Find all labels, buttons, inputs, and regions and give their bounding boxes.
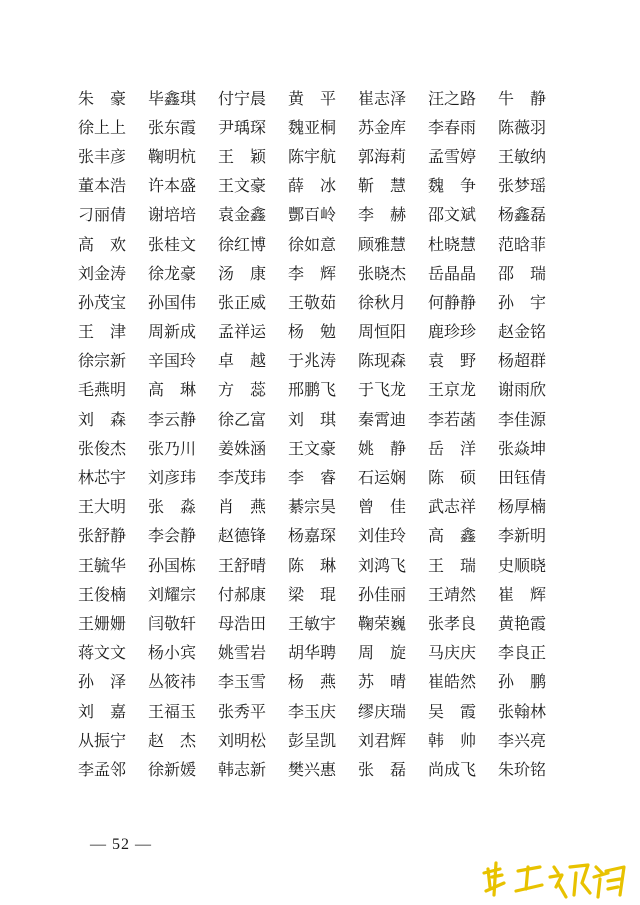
name-entry: 苏 晴	[358, 672, 407, 692]
name-entry: 于飞龙	[358, 380, 407, 400]
name-entry: 杨超群	[498, 351, 547, 371]
name-entry: 韩 帅	[428, 730, 477, 750]
name-entry: 王敬茹	[288, 292, 337, 312]
name-entry: 刘耀宗	[148, 584, 197, 604]
name-entry: 孙佳丽	[358, 584, 407, 604]
name-entry: 高 琳	[148, 380, 197, 400]
name-entry: 毕鑫琪	[148, 88, 197, 108]
name-entry: 方 蕊	[218, 380, 267, 400]
name-entry: 陈 硕	[428, 468, 477, 488]
name-entry: 樊兴惠	[288, 759, 337, 779]
name-entry: 田钰倩	[498, 468, 547, 488]
name-entry: 徐上上	[78, 117, 127, 137]
name-entry: 于兆涛	[288, 351, 337, 371]
name-entry: 王 津	[78, 322, 127, 342]
name-entry: 孙茂宝	[78, 292, 127, 312]
name-entry: 王福玉	[148, 701, 197, 721]
name-entry: 武志祥	[428, 497, 477, 517]
name-entry: 杨嘉琛	[288, 526, 337, 546]
name-entry: 石运娴	[358, 468, 407, 488]
name-entry: 陈 琳	[288, 555, 337, 575]
name-entry: 王文豪	[218, 176, 267, 196]
name-entry: 刘明松	[218, 730, 267, 750]
name-entry: 苏金库	[358, 117, 407, 137]
name-entry: 薛 冰	[288, 176, 337, 196]
name-entry: 张焱坤	[498, 438, 547, 458]
name-entry: 朱 豪	[78, 88, 127, 108]
name-entry: 刘彦玮	[148, 468, 197, 488]
name-entry: 汤 康	[218, 263, 267, 283]
name-entry: 吴 霞	[428, 701, 477, 721]
name-entry: 张 磊	[358, 759, 407, 779]
name-entry: 刘鸿飞	[358, 555, 407, 575]
name-entry: 张晓杰	[358, 263, 407, 283]
name-entry: 张梦瑶	[498, 176, 547, 196]
name-entry: 杨厚楠	[498, 497, 547, 517]
name-entry: 杨小宾	[148, 643, 197, 663]
name-entry: 孟祥运	[218, 322, 267, 342]
name-entry: 邵文斌	[428, 205, 477, 225]
name-entry: 岳晶晶	[428, 263, 477, 283]
name-entry: 张孝良	[428, 613, 477, 633]
name-entry: 李会静	[148, 526, 197, 546]
name-entry: 徐宗新	[78, 351, 127, 371]
name-entry: 王舒晴	[218, 555, 267, 575]
name-entry: 张舒静	[78, 526, 127, 546]
name-entry: 张翰林	[498, 701, 547, 721]
name-entry: 孙 鹏	[498, 672, 547, 692]
name-entry: 王京龙	[428, 380, 477, 400]
name-entry: 李玉雪	[218, 672, 267, 692]
name-entry: 王靖然	[428, 584, 477, 604]
name-entry: 李佳源	[498, 409, 547, 429]
name-entry: 王敏纳	[498, 146, 547, 166]
name-entry: 徐如意	[288, 234, 337, 254]
name-entry: 汪之路	[428, 88, 477, 108]
name-entry: 孟雪婷	[428, 146, 477, 166]
name-entry: 刘 琪	[288, 409, 337, 429]
name-entry: 鞠荣巍	[358, 613, 407, 633]
name-entry: 董本浩	[78, 176, 127, 196]
page-number: — 52 —	[90, 836, 152, 853]
name-entry: 赵 杰	[148, 730, 197, 750]
name-entry: 梁 琨	[288, 584, 337, 604]
name-entry: 孙国栋	[148, 555, 197, 575]
name-entry: 秦霄迪	[358, 409, 407, 429]
name-entry: 尹瑀琛	[218, 117, 267, 137]
name-entry: 母浩田	[218, 613, 267, 633]
name-entry: 张东霞	[148, 117, 197, 137]
name-entry: 张秀平	[218, 701, 267, 721]
name-entry: 曾 佳	[358, 497, 407, 517]
watermark-logo	[478, 857, 626, 901]
name-entry: 李 睿	[288, 468, 337, 488]
name-entry: 高 欢	[78, 234, 127, 254]
name-entry: 杨鑫磊	[498, 205, 547, 225]
name-entry: 高 鑫	[428, 526, 477, 546]
name-entry: 崔 辉	[498, 584, 547, 604]
name-entry: 许本盛	[148, 176, 197, 196]
name-entry: 张桂文	[148, 234, 197, 254]
name-entry: 岳 洋	[428, 438, 477, 458]
name-entry: 谢雨欣	[498, 380, 547, 400]
name-entry: 姚 静	[358, 438, 407, 458]
name-entry: 刘金涛	[78, 263, 127, 283]
name-entry: 李玉庆	[288, 701, 337, 721]
name-entry: 鹿珍珍	[428, 322, 477, 342]
name-entry: 靳 慧	[358, 176, 407, 196]
name-entry: 李兴亮	[498, 730, 547, 750]
name-entry: 王 颖	[218, 146, 267, 166]
name-entry: 邵 瑞	[498, 263, 547, 283]
name-entry: 袁金鑫	[218, 205, 267, 225]
name-entry: 史顺晓	[498, 555, 547, 575]
name-entry: 丛筱祎	[148, 672, 197, 692]
name-entry: 张丰彦	[78, 146, 127, 166]
name-entry: 崔皓然	[428, 672, 477, 692]
name-entry: 刘君辉	[358, 730, 407, 750]
name-entry: 王 瑞	[428, 555, 477, 575]
name-entry: 陈薇羽	[498, 117, 547, 137]
name-entry: 孙国伟	[148, 292, 197, 312]
name-entry: 杨 燕	[288, 672, 337, 692]
name-entry: 付郝康	[218, 584, 267, 604]
name-entry: 李孟邻	[78, 759, 127, 779]
name-entry: 崔志泽	[358, 88, 407, 108]
name-entry: 张俊杰	[78, 438, 127, 458]
name-entry: 黄艳霞	[498, 613, 547, 633]
name-entry: 彭呈凯	[288, 730, 337, 750]
name-entry: 孙 泽	[78, 672, 127, 692]
name-entry: 刘 嘉	[78, 701, 127, 721]
name-entry: 周恒阳	[358, 322, 407, 342]
name-entry: 周 旋	[358, 643, 407, 663]
name-entry: 林芯宇	[78, 468, 127, 488]
name-entry: 朱玠铭	[498, 759, 547, 779]
name-entry: 杨 勉	[288, 322, 337, 342]
name-entry: 卓 越	[218, 351, 267, 371]
name-list	[78, 84, 568, 785]
name-entry: 张乃川	[148, 438, 197, 458]
name-entry: 王文豪	[288, 438, 337, 458]
name-entry: 尚成飞	[428, 759, 477, 779]
name-entry: 袁 野	[428, 351, 477, 371]
name-entry: 魏亚桐	[288, 117, 337, 137]
name-entry: 闫敬轩	[148, 613, 197, 633]
name-entry: 胡华聘	[288, 643, 337, 663]
name-entry: 陈宇航	[288, 146, 337, 166]
name-entry: 赵金铭	[498, 322, 547, 342]
name-entry: 姜姝涵	[218, 438, 267, 458]
name-entry: 綦宗昊	[288, 497, 337, 517]
name-entry: 徐红博	[218, 234, 267, 254]
name-entry: 徐秋月	[358, 292, 407, 312]
name-entry: 李若菡	[428, 409, 477, 429]
name-entry: 赵德锋	[218, 526, 267, 546]
name-entry: 周新成	[148, 322, 197, 342]
name-entry: 王敏宇	[288, 613, 337, 633]
name-entry: 韩志新	[218, 759, 267, 779]
name-entry: 孙 宇	[498, 292, 547, 312]
name-entry: 顾雅慧	[358, 234, 407, 254]
name-entry: 付宁晨	[218, 88, 267, 108]
name-entry: 郭海莉	[358, 146, 407, 166]
name-entry: 刁丽倩	[78, 205, 127, 225]
name-entry: 李新明	[498, 526, 547, 546]
name-entry: 杜晓慧	[428, 234, 477, 254]
name-entry: 酆百岭	[288, 205, 337, 225]
name-entry: 刘 森	[78, 409, 127, 429]
name-entry: 张 淼	[148, 497, 197, 517]
name-entry: 范晗菲	[498, 234, 547, 254]
name-entry: 牛 静	[498, 88, 547, 108]
name-entry: 魏 争	[428, 176, 477, 196]
name-entry: 陈现森	[358, 351, 407, 371]
name-entry: 姚雪岩	[218, 643, 267, 663]
name-entry: 谢培培	[148, 205, 197, 225]
name-entry: 何静静	[428, 292, 477, 312]
name-entry: 张正威	[218, 292, 267, 312]
name-entry: 蒋文文	[78, 643, 127, 663]
name-entry: 刘佳玲	[358, 526, 407, 546]
name-entry: 李 辉	[288, 263, 337, 283]
name-entry: 毛燕明	[78, 380, 127, 400]
name-entry: 鞠明杭	[148, 146, 197, 166]
name-entry: 黄 平	[288, 88, 337, 108]
name-entry: 马庆庆	[428, 643, 477, 663]
name-entry: 李云静	[148, 409, 197, 429]
name-entry: 徐新媛	[148, 759, 197, 779]
name-entry: 从振宁	[78, 730, 127, 750]
name-entry: 王姗姗	[78, 613, 127, 633]
name-entry: 王大明	[78, 497, 127, 517]
name-entry: 王俊楠	[78, 584, 127, 604]
name-entry: 王毓华	[78, 555, 127, 575]
name-entry: 缪庆瑞	[358, 701, 407, 721]
name-entry: 李春雨	[428, 117, 477, 137]
name-entry: 辛国玲	[148, 351, 197, 371]
name-entry: 徐龙豪	[148, 263, 197, 283]
name-entry: 徐乙富	[218, 409, 267, 429]
name-entry: 邢鹏飞	[288, 380, 337, 400]
name-entry: 李 赫	[358, 205, 407, 225]
name-entry: 李茂玮	[218, 468, 267, 488]
name-entry: 肖 燕	[218, 497, 267, 517]
name-entry: 李良正	[498, 643, 547, 663]
